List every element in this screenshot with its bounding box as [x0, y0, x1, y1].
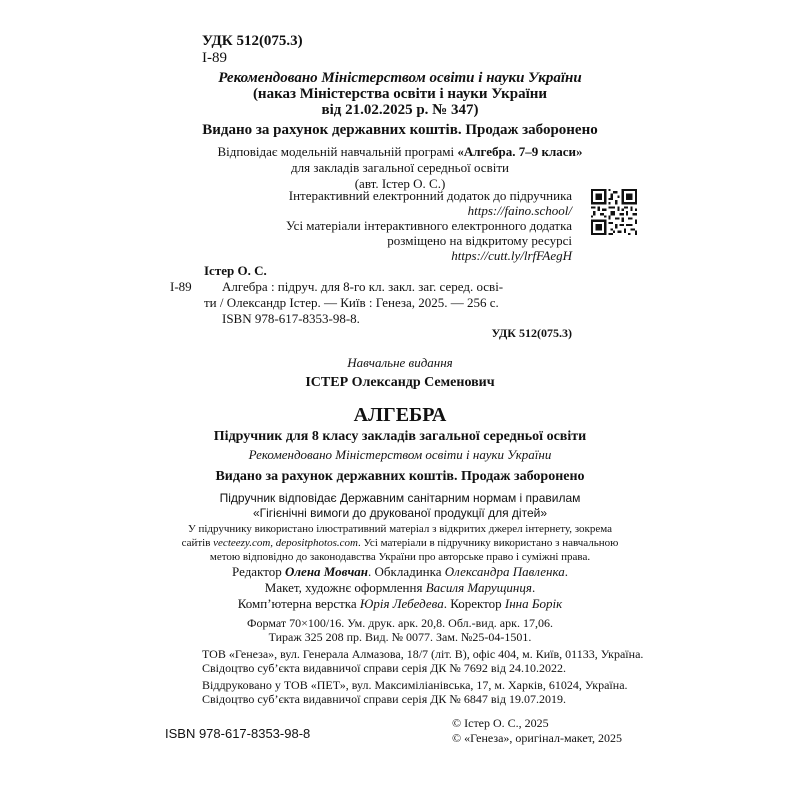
interactive-line-2: Усі матеріали інтерактивного електронного додатка: [286, 218, 572, 233]
interactive-line-3: розміщено на відкритому ресурсі: [387, 233, 572, 248]
publisher-line-2: Свідоцтво суб’єкта видавничої справи серія ДК № 7692 від 24.10.2022.: [202, 661, 566, 675]
copyright-note-line-1: У підручнику використано ілюстративний матеріал з відкритих джерел інтернету, зокрема: [187, 523, 613, 535]
library-index: І-89: [202, 50, 227, 66]
catalog-index: І-89: [170, 279, 192, 294]
order-line-1: (наказ Міністерства освіти і науки України: [252, 86, 548, 102]
funded-line: Видано за рахунок державних коштів. Продаж заборонено: [202, 122, 598, 138]
program-text: Відповідає модельній навчальній програмі: [217, 144, 458, 159]
edition-type: Навчальне видання: [347, 355, 453, 370]
interactive-url-1[interactable]: https://faino.school/: [467, 203, 572, 218]
layout-designer: Василя Марущинця: [425, 580, 532, 595]
corrector-name: Інна Борік: [504, 596, 563, 611]
typesetting-label: Комп’ютерна верстка: [237, 596, 360, 611]
interactive-url-2[interactable]: https://cutt.ly/lrfFAegH: [451, 248, 572, 263]
editor-label: Редактор: [232, 564, 285, 579]
sites-tail: . Усі матеріали в підручнику використано з навчальною: [357, 537, 619, 549]
program-line-2: для закладів загальної середньої освіти: [291, 160, 509, 175]
footer-isbn: ISBN 978-617-8353-98-8: [165, 726, 311, 741]
credits-line-2: Макет, художнє оформлення Василя Марущинця.: [264, 580, 536, 595]
interactive-line-1: Інтерактивний електронний додаток до підручника: [288, 188, 572, 203]
cover-label: . Обкладинка: [368, 564, 445, 579]
credits-line-1: Редактор Олена Мовчан. Обкладинка Олександра Павленка.: [232, 564, 568, 579]
copyright-note-line-3: метою відповідно до законодавства України про авторське право і суміжні права.: [209, 551, 591, 563]
edition-funded: Видано за рахунок державних коштів. Продаж заборонено: [215, 469, 585, 484]
catalog-desc-line-1: Алгебра : підруч. для 8-го кл. закл. заг. серед. осві-: [222, 279, 504, 294]
edition-recommended: Рекомендовано Міністерством освіти і науки України: [248, 447, 552, 462]
udk-code: УДК 512(075.3): [202, 33, 303, 49]
layout-label: Макет, художнє оформлення: [264, 580, 426, 595]
book-subtitle: Підручник для 8 класу закладів загальної середньої освіти: [213, 429, 587, 444]
sites-label: сайтів: [181, 537, 214, 549]
corrector-label: . Коректор: [443, 596, 505, 611]
catalog-udk: УДК 512(075.3): [491, 326, 572, 340]
printer-line-1: Віддруковано у ТОВ «ПЕТ», вул. Максиміліанівська, 17, м. Харків, 61024, Україна.: [202, 678, 628, 692]
catalog-isbn: ISBN 978-617-8353-98-8.: [222, 311, 360, 326]
copyright-note-line-2: [180, 537, 620, 549]
printer-line-2: Свідоцтво суб’єкта видавничої справи серія ДК № 6847 від 19.07.2019.: [202, 692, 566, 706]
sites-list: vecteezy.com, depositphotos.com: [213, 537, 358, 549]
order-line-2: від 21.02.2025 р. № 347): [321, 102, 479, 118]
program-title: «Алгебра. 7–9 класи»: [457, 144, 583, 159]
book-title: АЛГЕБРА: [353, 404, 447, 426]
publisher-line-1: ТОВ «Генеза», вул. Генерала Алмазова, 18/7 (літ. В), офіс 404, м. Київ, 01133, Україна.: [202, 647, 644, 661]
program-line-1: [195, 144, 605, 160]
catalog-desc-line-2: ти / Олександр Істер. — Київ : Генеза, 2025. — 256 с.: [204, 295, 499, 310]
copyright-publisher: © «Генеза», оригінал-макет, 2025: [452, 731, 622, 745]
editor-name: Олена Мовчан: [284, 564, 369, 579]
qr-code-icon[interactable]: [591, 189, 637, 235]
copyright-author: © Істер О. С., 2025: [452, 716, 549, 730]
sanitary-line-2: «Гігієнічні вимоги до друкованої продукції для дітей»: [252, 506, 548, 520]
print-specs-line-2: Тираж 325 208 пр. Вид. № 0077. Зам. №25-04-1501.: [268, 630, 532, 644]
author-full-name: ІСТЕР Олександр Семенович: [305, 375, 495, 390]
cover-artist: Олександра Павленка: [444, 564, 565, 579]
credits-line-3: [180, 596, 620, 612]
catalog-author: Істер О. С.: [204, 263, 267, 278]
sanitary-line-1: Підручник відповідає Державним санітарним нормам і правилам: [219, 491, 581, 505]
program-line-3: (авт. Істер О. С.): [354, 176, 446, 191]
typesetter-name: Юрія Лебедева: [359, 596, 444, 611]
recommended-line: Рекомендовано Міністерством освіти і науки України: [218, 70, 582, 86]
print-specs-line-1: Формат 70×100/16. Ум. друк. арк. 20,8. Обл.-вид. арк. 17,06.: [247, 616, 553, 630]
